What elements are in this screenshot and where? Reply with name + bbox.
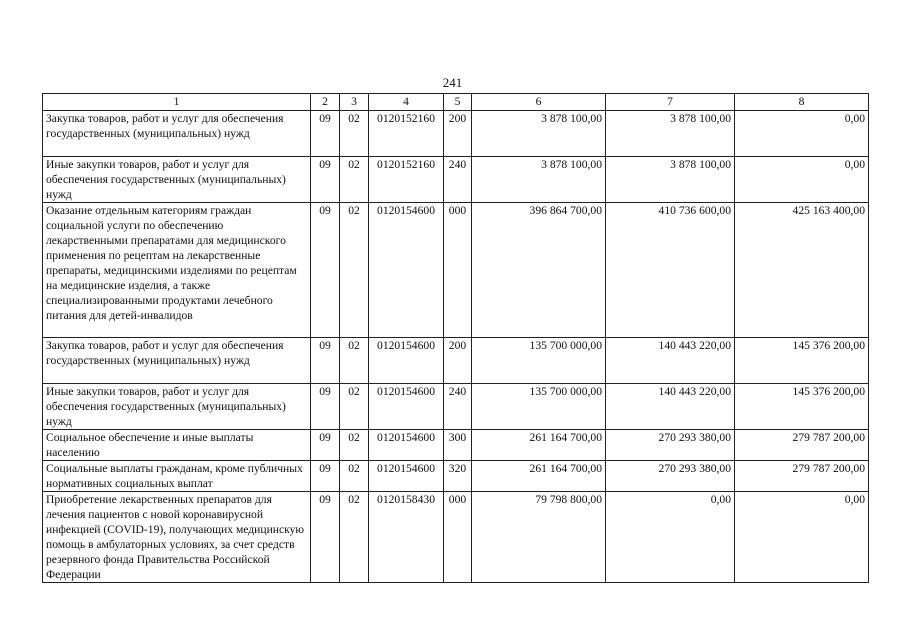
row-name-cell: Социальные выплаты гражданам, кроме публичных нормативных социальных выплат bbox=[43, 461, 311, 492]
subsection-code-cell: 02 bbox=[340, 203, 369, 338]
row-name-cell: Закупка товаров, работ и услуг для обеспечения государственных (муниципальных) нужд bbox=[43, 111, 311, 157]
column-header: 7 bbox=[606, 94, 735, 111]
section-code-cell: 09 bbox=[311, 157, 340, 203]
amount-col6-cell: 79 798 800,00 bbox=[472, 492, 606, 583]
section-code-cell: 09 bbox=[311, 492, 340, 583]
amount-col7-cell: 270 293 380,00 bbox=[606, 461, 735, 492]
amount-col8-cell: 0,00 bbox=[735, 157, 869, 203]
row-name-cell: Социальное обеспечение и иные выплаты населению bbox=[43, 430, 311, 461]
amount-col8-cell: 425 163 400,00 bbox=[735, 203, 869, 338]
expense-type-cell: 200 bbox=[444, 338, 472, 384]
amount-col7-cell: 410 736 600,00 bbox=[606, 203, 735, 338]
amount-col7-cell: 3 878 100,00 bbox=[606, 111, 735, 157]
amount-col6-cell: 3 878 100,00 bbox=[472, 157, 606, 203]
expense-type-cell: 240 bbox=[444, 384, 472, 430]
amount-col7-cell: 140 443 220,00 bbox=[606, 384, 735, 430]
column-header: 5 bbox=[444, 94, 472, 111]
row-name-cell: Приобретение лекарственных препаратов для лечения пациентов с новой коронавирусной инфекцией (COVID-19), получающих медицинскую помощь в амбулаторных условиях, за счет средств резервного фонда Правительства Российской Федерации bbox=[43, 492, 311, 583]
amount-col6-cell: 135 700 000,00 bbox=[472, 338, 606, 384]
amount-col6-cell: 396 864 700,00 bbox=[472, 203, 606, 338]
table-row bbox=[43, 384, 869, 430]
table-row bbox=[43, 111, 869, 157]
amount-col7-cell: 0,00 bbox=[606, 492, 735, 583]
amount-col7-cell: 140 443 220,00 bbox=[606, 338, 735, 384]
expense-type-cell: 320 bbox=[444, 461, 472, 492]
amount-col8-cell: 0,00 bbox=[735, 111, 869, 157]
table-row bbox=[43, 430, 869, 461]
column-header: 3 bbox=[340, 94, 369, 111]
expense-type-cell: 200 bbox=[444, 111, 472, 157]
amount-col7-cell: 270 293 380,00 bbox=[606, 430, 735, 461]
column-header: 8 bbox=[735, 94, 869, 111]
section-code-cell: 09 bbox=[311, 461, 340, 492]
table-header-row bbox=[43, 94, 869, 111]
column-header: 1 bbox=[43, 94, 311, 111]
section-code-cell: 09 bbox=[311, 384, 340, 430]
row-name-cell: Иные закупки товаров, работ и услуг для обеспечения государственных (муниципальных) нужд bbox=[43, 157, 311, 203]
target-code-cell: 0120154600 bbox=[369, 461, 444, 492]
target-code-cell: 0120152160 bbox=[369, 157, 444, 203]
row-name-cell: Закупка товаров, работ и услуг для обеспечения государственных (муниципальных) нужд bbox=[43, 338, 311, 384]
subsection-code-cell: 02 bbox=[340, 461, 369, 492]
target-code-cell: 0120158430 bbox=[369, 492, 444, 583]
page-number: 241 bbox=[442, 75, 463, 90]
column-header: 2 bbox=[311, 94, 340, 111]
column-header: 6 bbox=[472, 94, 606, 111]
table-row bbox=[43, 492, 869, 583]
expense-type-cell: 000 bbox=[444, 203, 472, 338]
table-row bbox=[43, 461, 869, 492]
amount-col8-cell: 0,00 bbox=[735, 492, 869, 583]
section-code-cell: 09 bbox=[311, 111, 340, 157]
expense-type-cell: 240 bbox=[444, 157, 472, 203]
target-code-cell: 0120154600 bbox=[369, 384, 444, 430]
subsection-code-cell: 02 bbox=[340, 384, 369, 430]
subsection-code-cell: 02 bbox=[340, 111, 369, 157]
amount-col6-cell: 261 164 700,00 bbox=[472, 461, 606, 492]
table-row bbox=[43, 157, 869, 203]
budget-table bbox=[42, 93, 869, 583]
expense-type-cell: 300 bbox=[444, 430, 472, 461]
target-code-cell: 0120152160 bbox=[369, 111, 444, 157]
amount-col6-cell: 3 878 100,00 bbox=[472, 111, 606, 157]
row-name-cell: Оказание отдельным категориям граждан социальной услуги по обеспечению лекарственными препаратами для медицинского применения по рецептам на лекарственные препараты, медицинскими изделиями по рецептам на медицинские изделия, а также специализированными продуктами лечебного питания для детей-инвалидов bbox=[43, 203, 311, 338]
amount-col8-cell: 279 787 200,00 bbox=[735, 430, 869, 461]
table-row bbox=[43, 203, 869, 338]
section-code-cell: 09 bbox=[311, 430, 340, 461]
amount-col8-cell: 145 376 200,00 bbox=[735, 384, 869, 430]
amount-col8-cell: 279 787 200,00 bbox=[735, 461, 869, 492]
amount-col6-cell: 135 700 000,00 bbox=[472, 384, 606, 430]
amount-col8-cell: 145 376 200,00 bbox=[735, 338, 869, 384]
target-code-cell: 0120154600 bbox=[369, 203, 444, 338]
target-code-cell: 0120154600 bbox=[369, 338, 444, 384]
amount-col6-cell: 261 164 700,00 bbox=[472, 430, 606, 461]
table-row bbox=[43, 338, 869, 384]
amount-col7-cell: 3 878 100,00 bbox=[606, 157, 735, 203]
subsection-code-cell: 02 bbox=[340, 157, 369, 203]
column-header: 4 bbox=[369, 94, 444, 111]
subsection-code-cell: 02 bbox=[340, 338, 369, 384]
section-code-cell: 09 bbox=[311, 203, 340, 338]
subsection-code-cell: 02 bbox=[340, 492, 369, 583]
row-name-cell: Иные закупки товаров, работ и услуг для обеспечения государственных (муниципальных) нужд bbox=[43, 384, 311, 430]
section-code-cell: 09 bbox=[311, 338, 340, 384]
subsection-code-cell: 02 bbox=[340, 430, 369, 461]
expense-type-cell: 000 bbox=[444, 492, 472, 583]
target-code-cell: 0120154600 bbox=[369, 430, 444, 461]
